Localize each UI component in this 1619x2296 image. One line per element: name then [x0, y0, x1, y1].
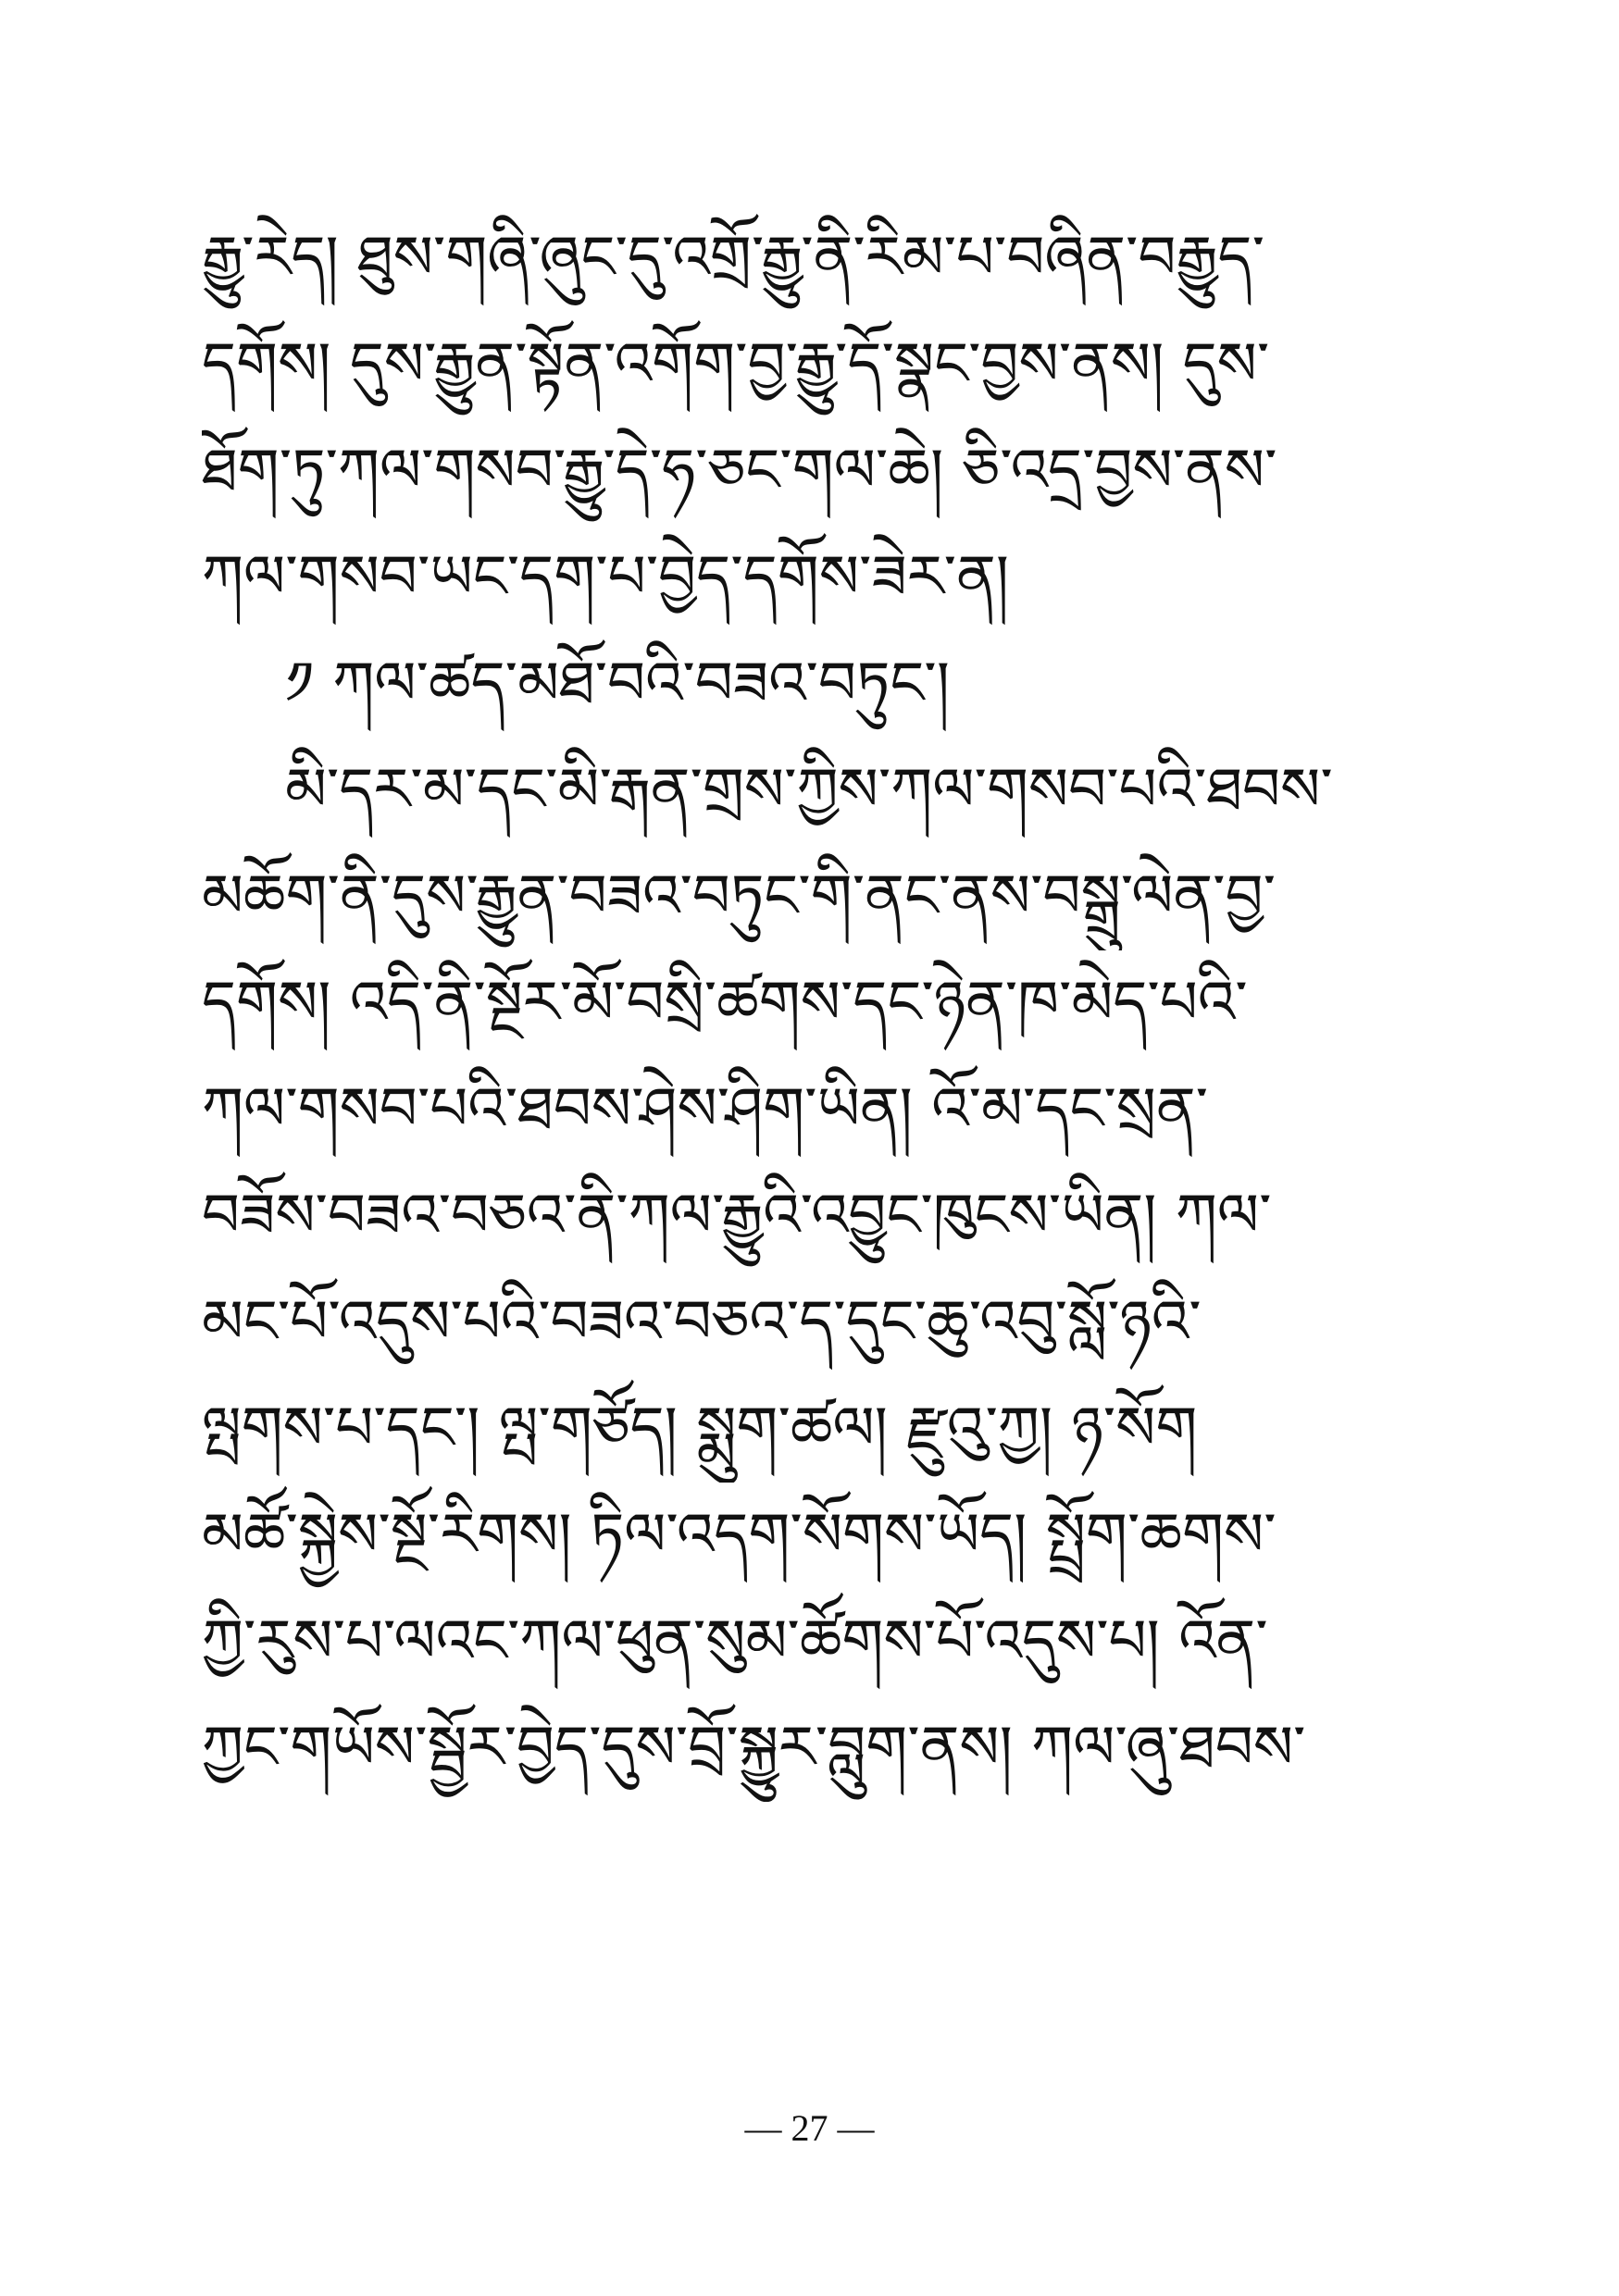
text-line: དགོས། འདི་ནི་སྔོར་མོ་བསྲི་ཚགས་དང་ཉེན་ཁ་མེད་པའི་: [202, 969, 1248, 1037]
text-line: མི་དར་མ་དང་མི་རྒན་གྲས་ཀྱིས་ཀལ་གསབ་པའི་ཐབས་: [285, 756, 1333, 825]
text-line: ཀལ་གསབ་པའི་ཐབས་ཤེས་ཤིག་ཡིན། འོ་མ་དང་སྲན་: [202, 1075, 1209, 1144]
text-line: མཆོག་ནི་དུས་རྒྱུན་བཟའ་བཏུང་གི་ནང་ནས་བསྒྲུ་ལེན་བྱ་: [202, 863, 1277, 931]
page-number: — 27 —: [744, 2107, 875, 2149]
text-line: རྒྱུ་རེད། ཐུས་གཞི་ཞུང་དུ་འགྲོ་རྒྱུ་ནི་རིམ་པ་བཞིན་བརྒྱུད་: [202, 224, 1265, 292]
text-line: མཚོ་སྐྱེས་སྔོ་རིགས། ཏིལ་འདག་སོགས་ཡོད། སྤྲོག་ཆགས་: [202, 1501, 1277, 1570]
text-line: ཀལ་གསབ་ཡང་དག་པ་བྱེད་དགོས་ཟེར་ན།: [202, 543, 1009, 612]
text-line: ཐོག་ཏུ་ཀལ་གསབ་རྒྱུ་དེ་ཧ་ཅང་གལ་ཆེ། ཅི་འདྲ་བྱས་ནས་: [202, 437, 1277, 505]
body-text: [202, 205, 1424, 1802]
text-line: མང་པོ་འདུས་པའི་བཟའ་བཅའ་ད་དུང་ཆུ་འབུ་སློ་ཉའི་: [202, 1288, 1202, 1357]
text-line: དགོས། དུས་རྒྱུན་སྟོན་འགོག་བྱ་རྒྱུ་དོ་སྣང་བྱས་ནས། དུས་: [202, 330, 1270, 399]
text-line: ལྤགས་པ་དང་། ལྤ་གཙོད། སྨུག་ཚལ། རྫུའུ་ཀྱ། ཉ་སོག: [202, 1395, 1198, 1463]
text-line: བཟོས་བཟའ་བཅའ་ནི་ཀལ་རྒྱུའི་འབྱུང་ཁུངས་ཡིན། ཀལ་: [202, 1182, 1272, 1250]
text-line: ཀྱང་གཡོས་སྦྱོར་བྱེད་དུས་བྲོ་སྐྱུར་བླུག་ནས། ཀལ་ཞུ་ཐབས་: [202, 1714, 1306, 1782]
text-line: ཀྱི་རུས་པ་ལའང་ཀལ་ཕུན་སུམ་ཚོགས་པོ་འདུས་པ། འོན་: [202, 1607, 1268, 1676]
section-heading: ༡ ཀལ་ཚད་མཐོ་བའི་བཟའ་བཏུང་།: [285, 650, 950, 718]
